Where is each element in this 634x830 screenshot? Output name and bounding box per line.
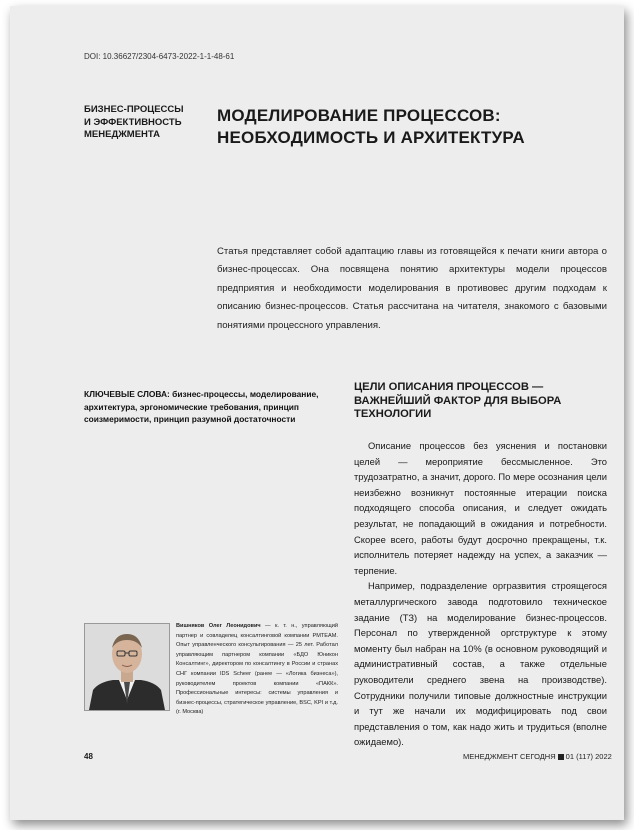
section-tag	[84, 104, 194, 142]
section-heading-line: ВАЖНЕЙШИЙ ФАКТОР ДЛЯ ВЫБОРА	[354, 394, 562, 407]
square-bullet-icon	[558, 754, 564, 760]
body-text	[354, 438, 607, 750]
article-title	[217, 105, 597, 149]
section-heading-line: ЦЕЛИ ОПИСАНИЯ ПРОЦЕССОВ —	[354, 381, 544, 393]
journal-footer	[463, 752, 612, 761]
section-tag-line: МЕНЕДЖМЕНТА	[84, 129, 160, 140]
journal-name: МЕНЕДЖМЕНТ СЕГОДНЯ	[463, 752, 556, 761]
keywords-label: КЛЮЧЕВЫЕ СЛОВА:	[84, 389, 170, 399]
abstract: Статья представляет собой адаптацию главы из готовящейся к печати книги автора о бизнес-процессах. Она посвящена понятию архитектуры модели процессов предприятия и необходимости моделирования в противовес другим подходам к описанию бизнес-процессов. Статья рассчитана на читателя, знакомого с базовыми понятиями процессного управления.	[217, 246, 607, 331]
doi: DOI: 10.36627/2304-6473-2022-1-1-48-61	[84, 52, 235, 61]
keywords-text: бизнес-процессы, моделирование, архитектура, эргономические требования, принцип соизмеримости, принцип разумной достаточности	[84, 389, 319, 425]
author-bio: — к. т. н., управляющий партнер и совладелец консалтинговой компании PMTEAM. Опыт управленческого консультирования — 25 лет. Работал управляющим партнером компании «БДО Юникон Консалтинг», директором по консалтингу в России и странах СНГ компании IDS Scheer (ранее — «Логика бизнеса»), руководителем проектов компании «ПАКК». Профессиональные интересы: системы управления и бизнес-процессы, стратегическое управление, BSC, KPI и т.д. (г. Москва)	[176, 623, 338, 716]
section-tag-line: БИЗНЕС-ПРОЦЕССЫ	[84, 104, 184, 115]
author-name: Вишняков Олег Леонидович	[176, 623, 261, 629]
article-title-line: НЕОБХОДИМОСТЬ И АРХИТЕКТУРА	[217, 128, 525, 147]
body-paragraph: Описание процессов без уяснения и постановки целей — мероприятие бессмысленное. Это трудозатратно, а значит, дорого. По мере осознания цели неизбежно возникнут постоянные итерации поиска подходящего способа описания, и следует ожидать результат, не попадающий в ожидания и потребности. Скорее всего, работы будут досрочно прекращены, т.к. исполнитель потеряет надежду на успех, а заказчик — терпение.	[354, 440, 607, 576]
section-heading	[354, 381, 604, 422]
section-heading-line: ТЕХНОЛОГИИ	[354, 408, 432, 420]
author-photo	[84, 623, 170, 711]
section-tag-line: И ЭФФЕКТИВНОСТЬ	[84, 116, 182, 128]
journal-page	[10, 6, 624, 820]
author-portrait-image	[85, 624, 169, 710]
keywords	[84, 388, 336, 426]
article-title-line: МОДЕЛИРОВАНИЕ ПРОЦЕССОВ:	[217, 106, 501, 125]
body-paragraph: Например, подразделение оргразвития строящегося металлургического завода подготовило техническое задание (ТЗ) на моделирование бизнес-процессов. Персонал по утвержденной оргструктуре к этому моменту был набран на 10% (в основном руководящий и административный состав, а также отдельные руководители среднего звена на производстве). Сотрудники получили типовые должностные инструкции и тут же начали их модифицировать под свои представления о том, как надо жить и трудиться (вполне ожидаемо).	[354, 580, 607, 748]
journal-issue: 01 (117) 2022	[565, 752, 612, 761]
page-number: 48	[84, 752, 93, 761]
author-info	[176, 622, 338, 718]
